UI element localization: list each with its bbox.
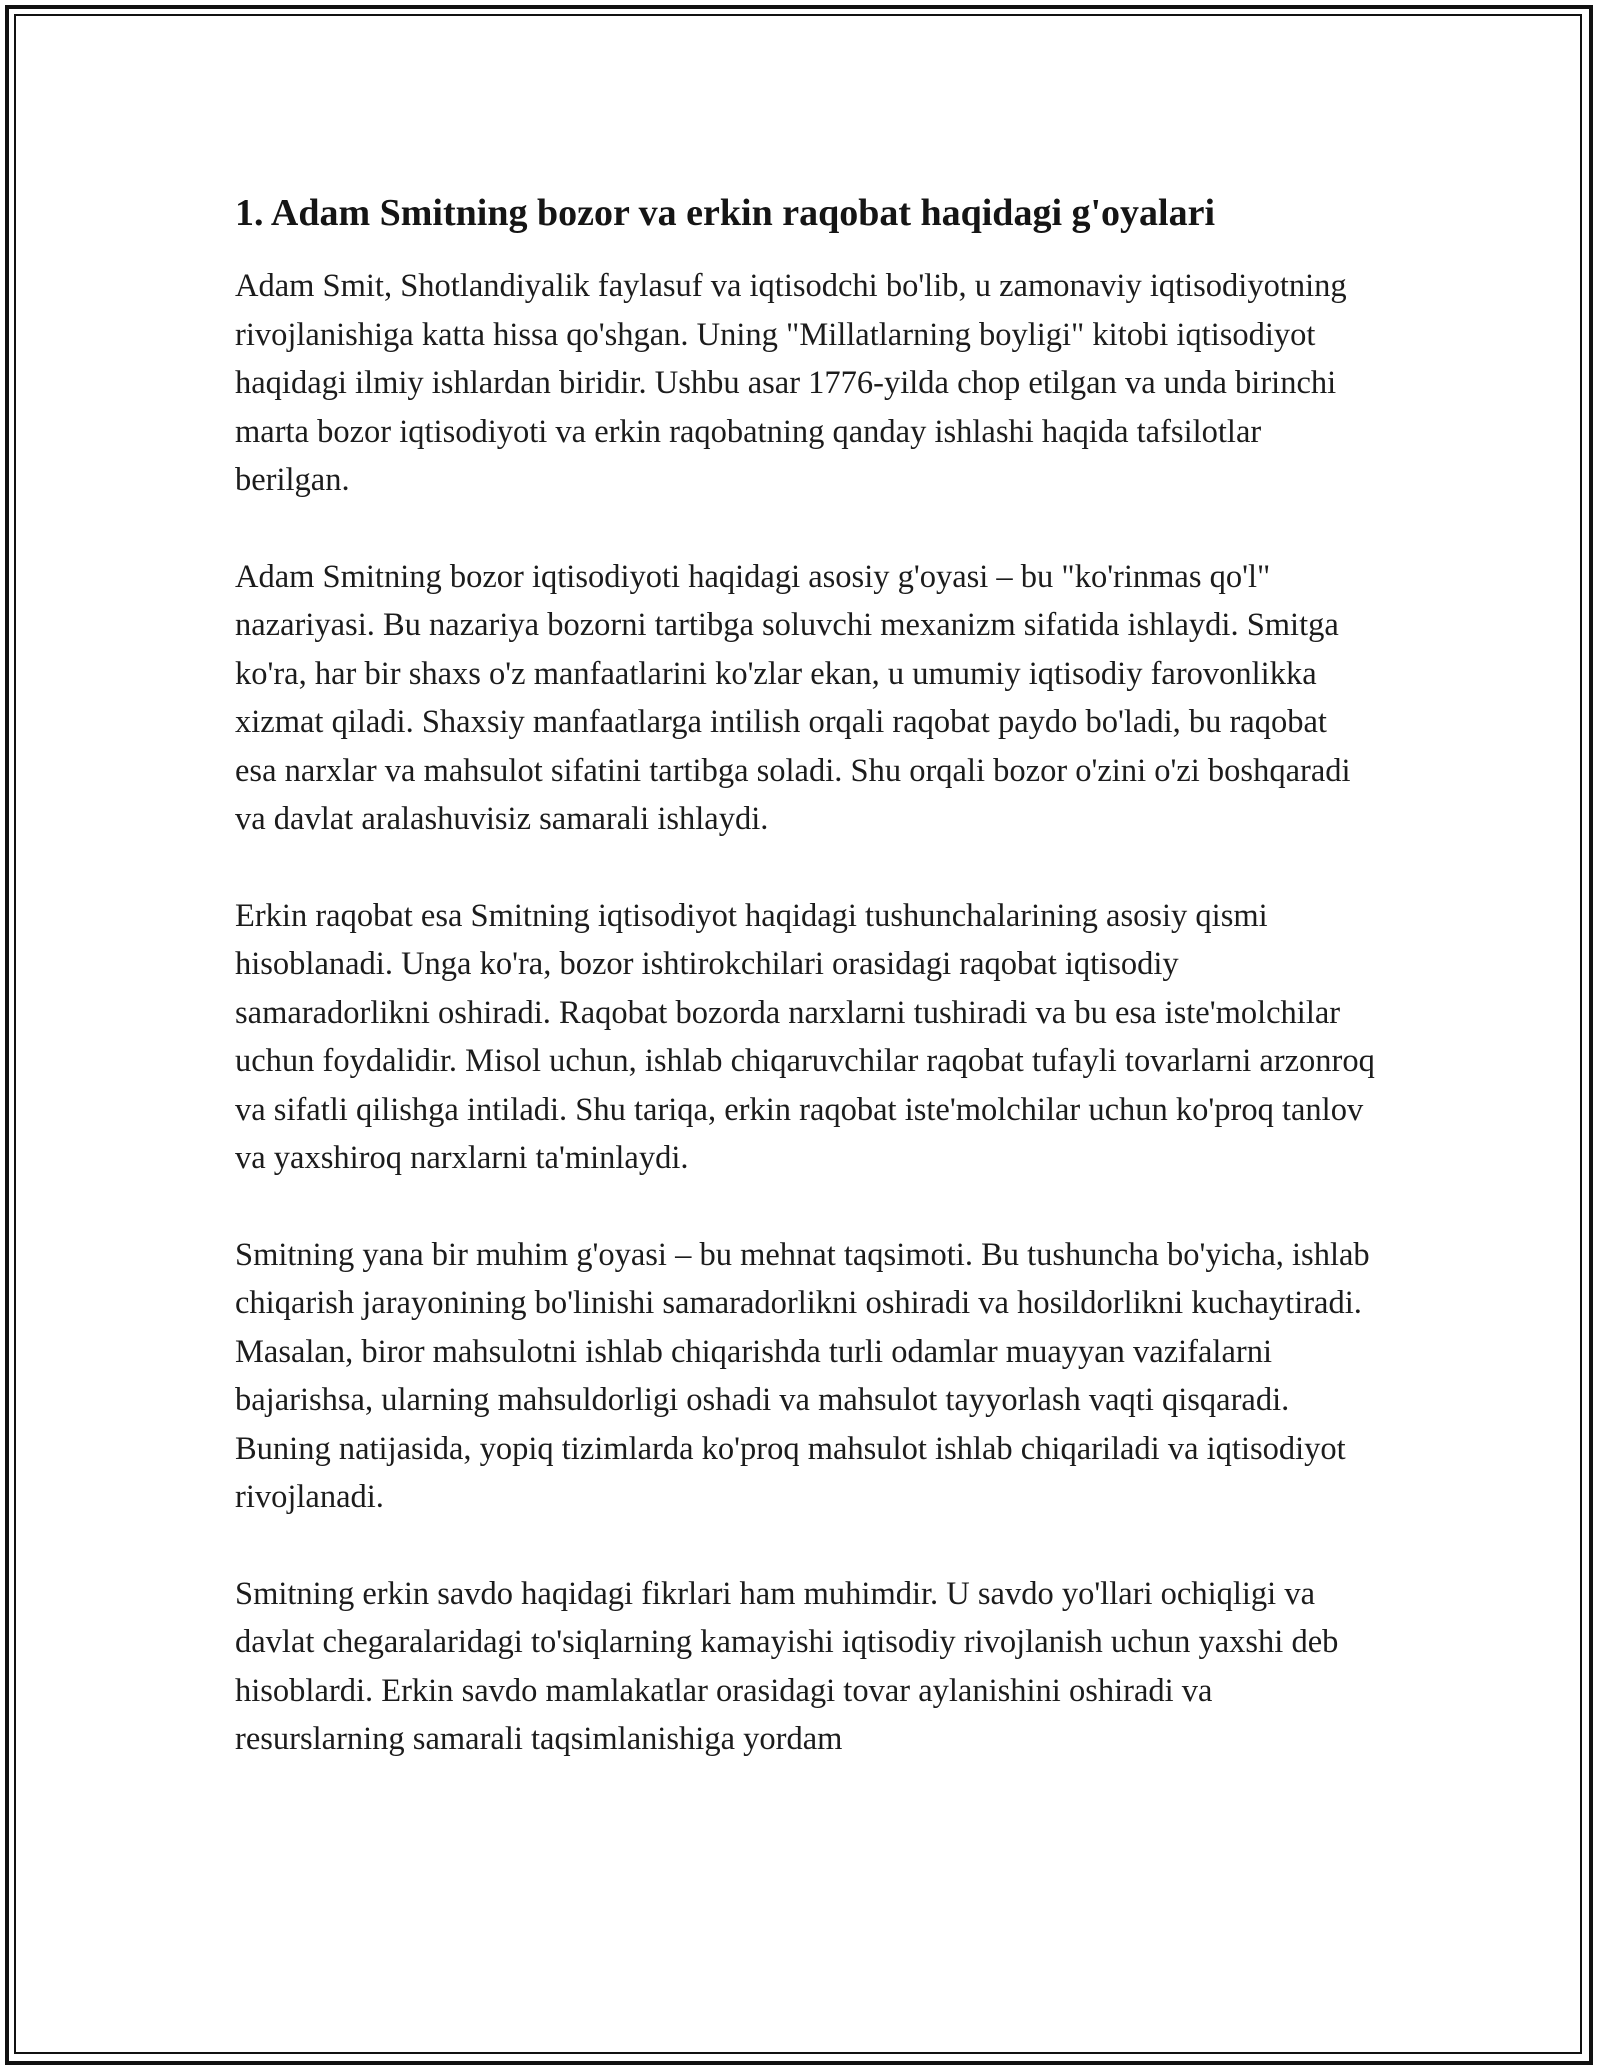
section-heading: 1. Adam Smitning bozor va erkin raqobat haqidagi g'oyalari — [235, 192, 1216, 234]
document-body — [235, 188, 1375, 1764]
paragraph-5: Smitning erkin savdo haqidagi fikrlari ham muhimdir. U savdo yo'llari ochiqligi va davlat chegaralaridagi to'siqlarning kamayishi iqtisodiy rivojlanish uchun yaxshi deb hisoblardi. Erkin savdo mamlakatlar orasidagi tovar aylanishini oshiradi va resurslarning samarali taqsimlanishiga yordam — [235, 1575, 1339, 1757]
paragraph-1: Adam Smit, Shotlandiyalik faylasuf va iqtisodchi bo'lib, u zamonaviy iqtisodiyotning rivojlanishiga katta hissa qo'shgan. Uning "Millatlarning boyligi" kitobi iqtisodiyot haqidagi ilmiy ishlardan biridir. Ushbu asar 1776-yilda chop etilgan va unda birinchi marta bozor iqtisodiyoti va erkin raqobatning qanday ishlashi haqida tafsilotlar berilgan. — [235, 268, 1347, 498]
paragraph-3: Erkin raqobat esa Smitning iqtisodiyot haqidagi tushunchalarining asosiy qismi hisoblanadi. Unga ko'ra, bozor ishtirokchilari orasidagi raqobat iqtisodiy samaradorlikni oshiradi. Raqobat bozorda narxlarni tushiradi va bu esa iste'molchilar uchun foydalidir. Misol uchun, ishlab chiqaruvchilar raqobat tufayli tovarlarni arzonroq va sifatli qilishga intiladi. Shu tariqa, erkin raqobat iste'molchilar uchun ko'proq tanlov va yaxshiroq narxlarni ta'minlaydi. — [235, 897, 1375, 1176]
paragraph-4: Smitning yana bir muhim g'oyasi – bu mehnat taqsimoti. Bu tushuncha bo'yicha, ishlab chiqarish jarayonining bo'linishi samaradorlikni oshiradi va hosildorlikni kuchaytiradi. Masalan, biror mahsulotni ishlab chiqarishda turli odamlar muayyan vazifalarni bajarishsa, ularning mahsuldorligi oshadi va mahsulot tayyorlash vaqti qisqaradi. Buning natijasida, yopiq tizimlarda ko'proq mahsulot ishlab chiqariladi va iqtisodiyot rivojlanadi. — [235, 1236, 1370, 1515]
paragraph-2: Adam Smitning bozor iqtisodiyoti haqidagi asosiy g'oyasi – bu "ko'rinmas qo'l" nazariyasi. Bu nazariya bozorni tartibga soluvchi mexanizm sifatida ishlaydi. Smitga ko'ra, har bir shaxs o'z manfaatlarini ko'zlar ekan, u umumiy iqtisodiy farovonlikka xizmat qiladi. Shaxsiy manfaatlarga intilish orqali raqobat paydo bo'ladi, bu raqobat esa narxlar va mahsulot sifatini tartibga soladi. Shu orqali bozor o'zini o'zi boshqaradi va davlat aralashuvisiz samarali ishlaydi. — [235, 558, 1351, 837]
